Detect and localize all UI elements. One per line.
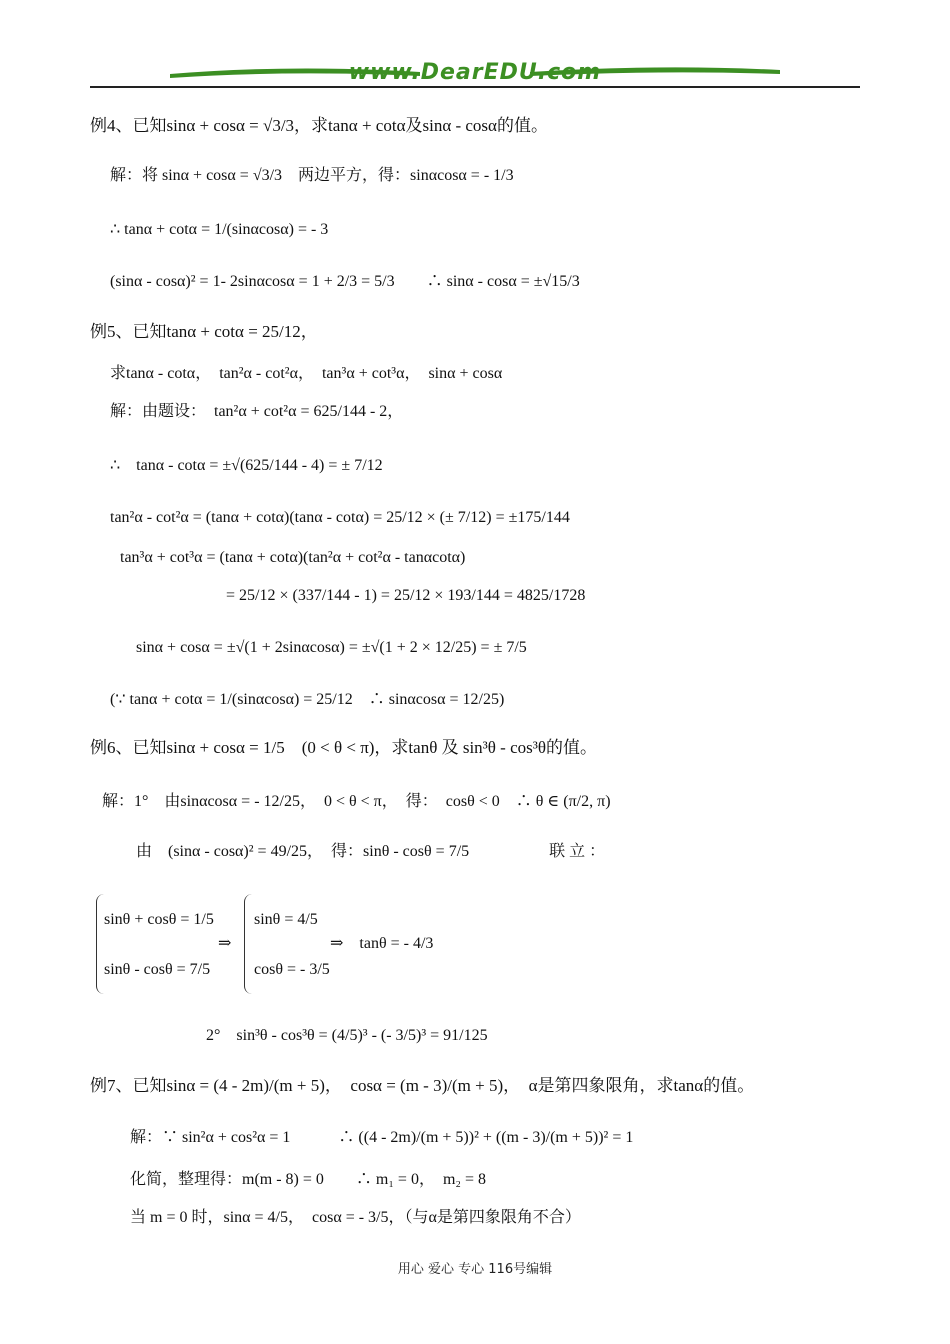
example-5-step-3: tan²α - cot²α = (tanα + cotα)(tanα - cotα) = 25/12 × (± 7/12) = ±175/144	[110, 509, 570, 526]
example-5-step-5: = 25/12 × (337/144 - 1) = 25/12 × 193/144 = 4825/1728	[226, 587, 586, 604]
site-logo-text: www.DearEDU.com	[348, 60, 602, 85]
example-4-step-2: ∴ tanα + cotα = 1/(sinαcosα) = - 3	[110, 221, 329, 238]
implies-arrow: ⇒	[218, 935, 232, 952]
system-result: ⇒ tanθ = - 4/3	[330, 935, 434, 952]
example-4-step-1: 解：将 sinα + cosα = √3/3 两边平方，得：sinαcosα = - 1/3	[110, 167, 514, 184]
system-right-brace	[244, 894, 253, 994]
example-7-step-3: 当 m = 0 时，sinα = 4/5， cosα = - 3/5，（与α是第四象限角不合）	[130, 1209, 581, 1226]
page-footer: 用心 爱心 专心 116号编辑	[397, 1262, 553, 1277]
system-left-eq-1: sinθ + cosθ = 1/5	[104, 911, 214, 928]
example-6-step-3: 2° sin³θ - cos³θ = (4/5)³ - (- 3/5)³ = 91/125	[206, 1027, 488, 1044]
example-7-question: 例7、已知sinα = (4 - 2m)/(m + 5)， cosα = (m - 3)/(m + 5)， α是第四象限角，求tanα的值。	[90, 1076, 755, 1095]
example-5-step-7: (∵ tanα + cotα = 1/(sinαcosα) = 25/12 ∴ sinαcosα = 12/25)	[110, 691, 505, 708]
example-7-step-2: 化简，整理得：m(m - 8) = 0 ∴ m₁ = 0， m₂ = 8	[130, 1171, 486, 1188]
example-5-question: 例5、已知tanα + cotα = 25/12，	[90, 322, 318, 341]
example-5-step-2: ∴ tanα - cotα = ±√(625/144 - 4) = ± 7/12	[110, 457, 383, 474]
example-4-question: 例4、已知sinα + cosα = √3/3，求tanα + cotα及sinα - cosα的值。	[90, 116, 548, 135]
example-5-step-1: 解：由题设： tan²α + cot²α = 625/144 - 2，	[110, 403, 404, 420]
system-right-eq-2: cosθ = - 3/5	[254, 961, 330, 978]
example-5-step-6: sinα + cosα = ±√(1 + 2sinαcosα) = ±√(1 + 2 × 12/25) = ± 7/5	[136, 639, 527, 656]
system-right-eq-1: sinθ = 4/5	[254, 911, 318, 928]
header-rule	[90, 86, 860, 88]
example-5-ask: 求tanα - cotα， tan²α - cot²α， tan³α + cot³α， sinα + cosα	[110, 365, 503, 382]
system-left-eq-2: sinθ - cosθ = 7/5	[104, 961, 211, 978]
example-6-question: 例6、已知sinα + cosα = 1/5 (0 < θ < π)，求tanθ 及 sin³θ - cos³θ的值。	[90, 738, 597, 757]
example-6-step-1: 解：1° 由sinαcosα = - 12/25， 0 < θ < π， 得： cosθ < 0 ∴ θ ∈ (π/2, π)	[102, 793, 611, 810]
example-6-step-2: 由 (sinα - cosα)² = 49/25， 得：sinθ - cosθ = 7/5 联 立 ：	[136, 843, 606, 860]
page-header	[90, 60, 860, 100]
example-5-step-4: tan³α + cot³α = (tanα + cotα)(tan²α + cot²α - tanαcotα)	[120, 549, 466, 566]
example-7-step-1: 解：∵ sin²α + cos²α = 1 ∴ ((4 - 2m)/(m + 5))² + ((m - 3)/(m + 5))² = 1	[130, 1129, 634, 1146]
example-4-step-3: (sinα - cosα)² = 1- 2sinαcosα = 1 + 2/3 = 5/3 ∴ sinα - cosα = ±√15/3	[110, 273, 580, 290]
